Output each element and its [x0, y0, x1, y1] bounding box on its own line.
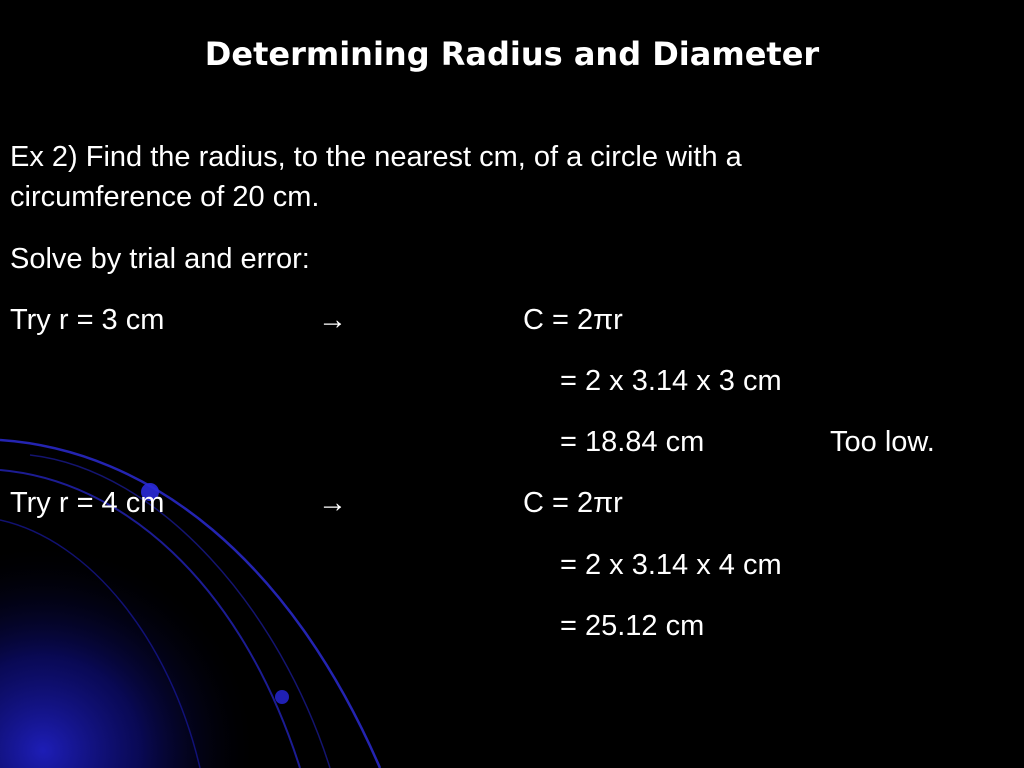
trial-2-formula: C = 2πr — [523, 487, 623, 519]
trial-2-step-1: = 2 x 3.14 x 4 cm — [560, 549, 782, 581]
trial-1-arrow: → — [318, 304, 347, 336]
trial-1-label: Try r = 3 cm — [10, 304, 165, 336]
problem-text-line-1: Ex 2) Find the radius, to the nearest cm, of a circle with a — [10, 141, 742, 173]
trial-2-step-2: = 25.12 cm — [560, 610, 705, 642]
blue-glow-region — [0, 420, 360, 768]
trial-1-step-2: = 18.84 cm — [560, 426, 705, 458]
method-text: Solve by trial and error: — [10, 243, 310, 275]
trial-1-formula: C = 2πr — [523, 304, 623, 336]
trial-1-step-1: = 2 x 3.14 x 3 cm — [560, 365, 782, 397]
slide-title: Determining Radius and Diameter — [204, 35, 820, 73]
trial-2-arrow: → — [318, 487, 347, 519]
glow-dot-2 — [275, 690, 289, 704]
trial-2-label: Try r = 4 cm — [10, 487, 165, 519]
problem-text-line-2: circumference of 20 cm. — [10, 181, 320, 213]
trial-1-verdict: Too low. — [830, 426, 935, 458]
